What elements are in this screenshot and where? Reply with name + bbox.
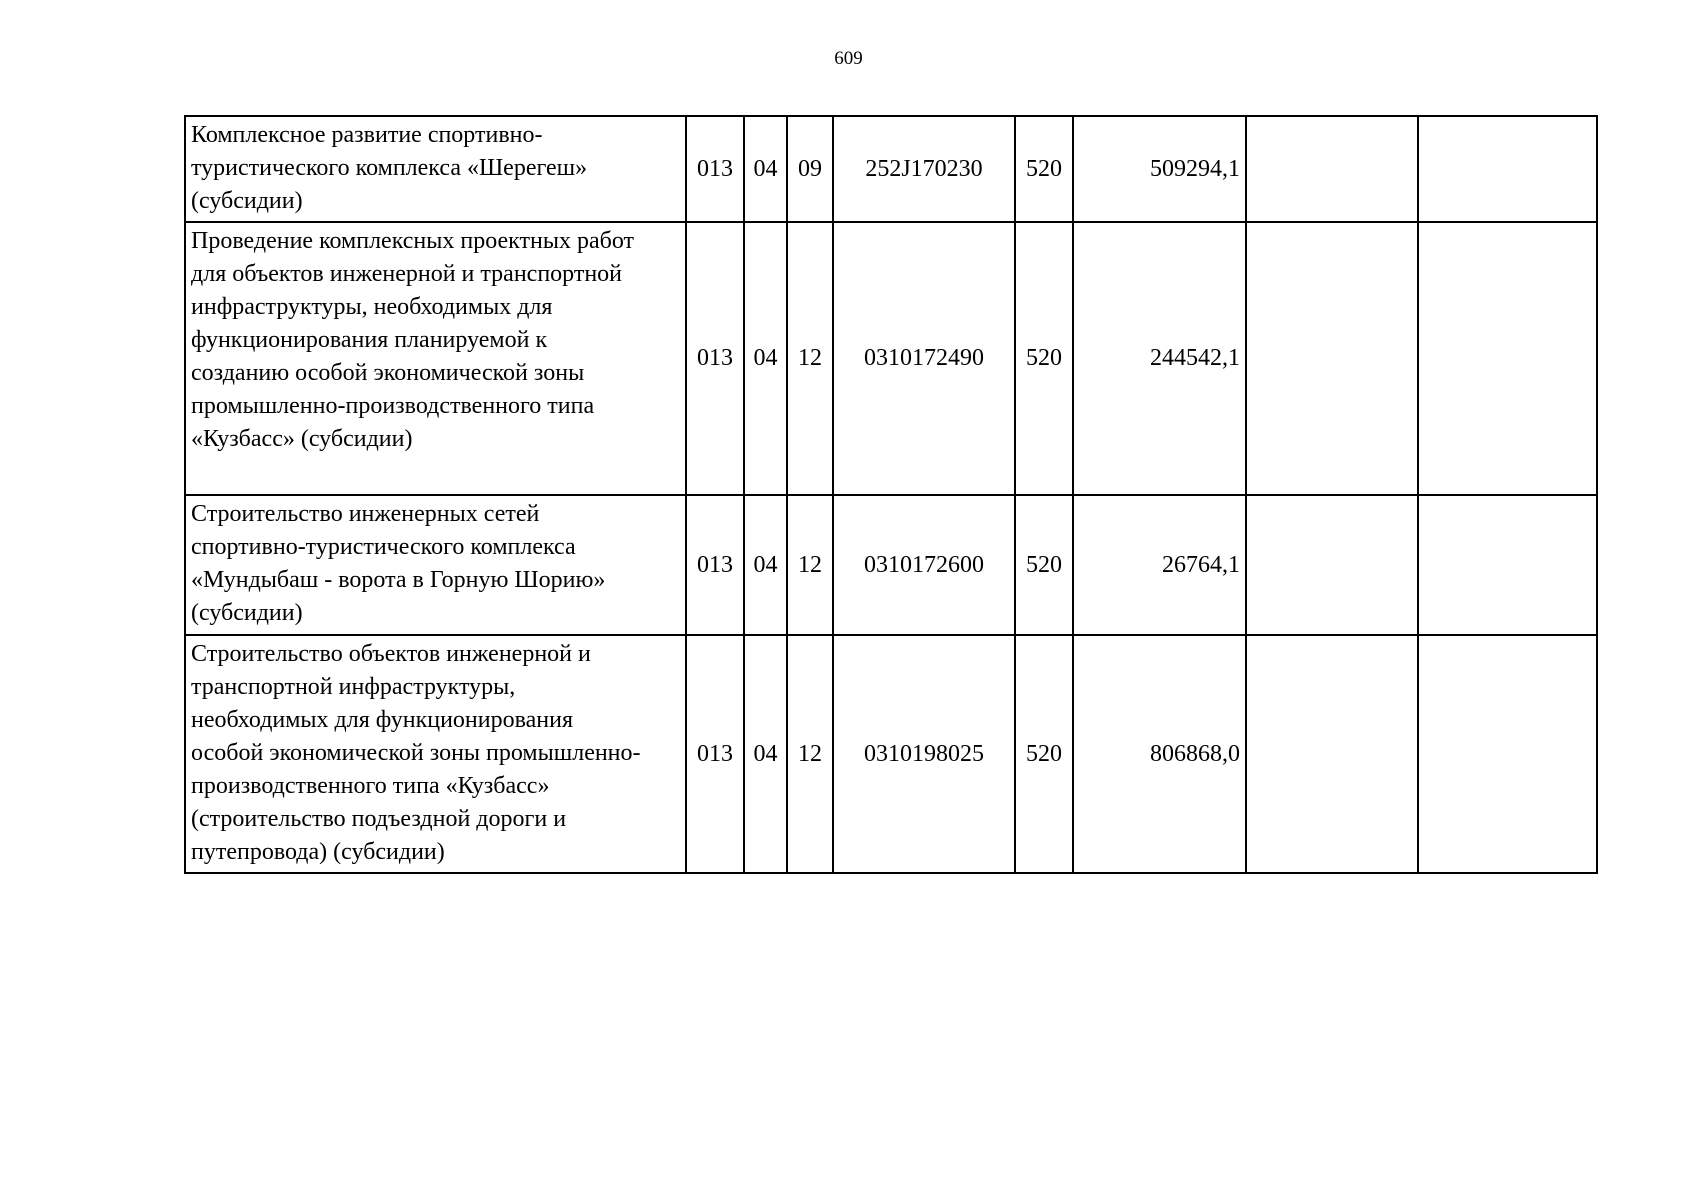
- table-row: [185, 222, 1597, 495]
- empty-cell: [1246, 116, 1418, 222]
- subsection-code-cell: 09: [787, 116, 833, 222]
- expense-name-cell: [185, 222, 686, 495]
- amount-cell: 509294,1: [1073, 116, 1246, 222]
- expense-name-line: функционирования планируемой к: [191, 327, 548, 353]
- table-row: [185, 116, 1597, 222]
- section-code-cell: 04: [744, 495, 787, 635]
- expense-name-line: спортивно-туристического комплекса: [191, 534, 576, 560]
- expense-name-line: промышленно-производственного типа: [191, 393, 595, 419]
- expense-type-cell: 520: [1015, 635, 1073, 873]
- expense-name-line: (субсидии): [191, 600, 303, 626]
- subsection-code-cell: 12: [787, 222, 833, 495]
- ministry-code-cell: 013: [686, 116, 744, 222]
- expense-name-line: Комплексное развитие спортивно-: [191, 122, 543, 148]
- expense-type-cell: 520: [1015, 495, 1073, 635]
- expense-name-line: транспортной инфраструктуры,: [191, 674, 516, 700]
- amount-cell: 26764,1: [1073, 495, 1246, 635]
- page-number: 609: [834, 48, 863, 69]
- empty-cell: [1418, 635, 1597, 873]
- section-code-cell: 04: [744, 635, 787, 873]
- expense-name-cell: [185, 116, 686, 222]
- expense-name-line: «Мундыбаш - ворота в Горную Шорию»: [191, 567, 606, 593]
- empty-cell: [1246, 222, 1418, 495]
- subsection-code-cell: 12: [787, 635, 833, 873]
- expense-name-line: производственного типа «Кузбасс»: [191, 773, 550, 799]
- section-code-cell: 04: [744, 222, 787, 495]
- amount-cell: 806868,0: [1073, 635, 1246, 873]
- expense-name-line: Строительство объектов инженерной и: [191, 641, 591, 667]
- target-article-cell: 0310172490: [833, 222, 1015, 495]
- section-code-cell: 04: [744, 116, 787, 222]
- ministry-code-cell: 013: [686, 635, 744, 873]
- empty-cell: [1418, 495, 1597, 635]
- expense-name-line: инфраструктуры, необходимых для: [191, 294, 553, 320]
- ministry-code-cell: 013: [686, 495, 744, 635]
- expense-name-line: (строительство подъездной дороги и: [191, 806, 567, 832]
- expense-name-line: (субсидии): [191, 188, 303, 214]
- amount-cell: 244542,1: [1073, 222, 1246, 495]
- target-article-cell: 0310172600: [833, 495, 1015, 635]
- expense-name-cell: [185, 635, 686, 873]
- expense-name-line: необходимых для функционирования: [191, 707, 574, 733]
- subsection-code-cell: 12: [787, 495, 833, 635]
- table-row: [185, 635, 1597, 873]
- empty-cell: [1246, 495, 1418, 635]
- empty-cell: [1418, 116, 1597, 222]
- empty-cell: [1418, 222, 1597, 495]
- expense-type-cell: 520: [1015, 222, 1073, 495]
- expense-name-cell: [185, 495, 686, 635]
- table-row: [185, 495, 1597, 635]
- budget-table: [184, 115, 1598, 874]
- expense-type-cell: 520: [1015, 116, 1073, 222]
- expense-name-line: путепровода) (субсидии): [191, 839, 445, 865]
- expense-name-line: для объектов инженерной и транспортной: [191, 261, 623, 287]
- expense-name-line: особой экономической зоны промышленно-: [191, 740, 641, 766]
- expense-name-line: созданию особой экономической зоны: [191, 360, 585, 386]
- expense-name-line: «Кузбасс» (субсидии): [191, 426, 413, 452]
- target-article-cell: 0310198025: [833, 635, 1015, 873]
- empty-cell: [1246, 635, 1418, 873]
- ministry-code-cell: 013: [686, 222, 744, 495]
- expense-name-line: Строительство инженерных сетей: [191, 501, 540, 527]
- target-article-cell: 252J170230: [833, 116, 1015, 222]
- expense-name-line: Проведение комплексных проектных работ: [191, 228, 635, 254]
- expense-name-line: туристического комплекса «Шерегеш»: [191, 155, 588, 181]
